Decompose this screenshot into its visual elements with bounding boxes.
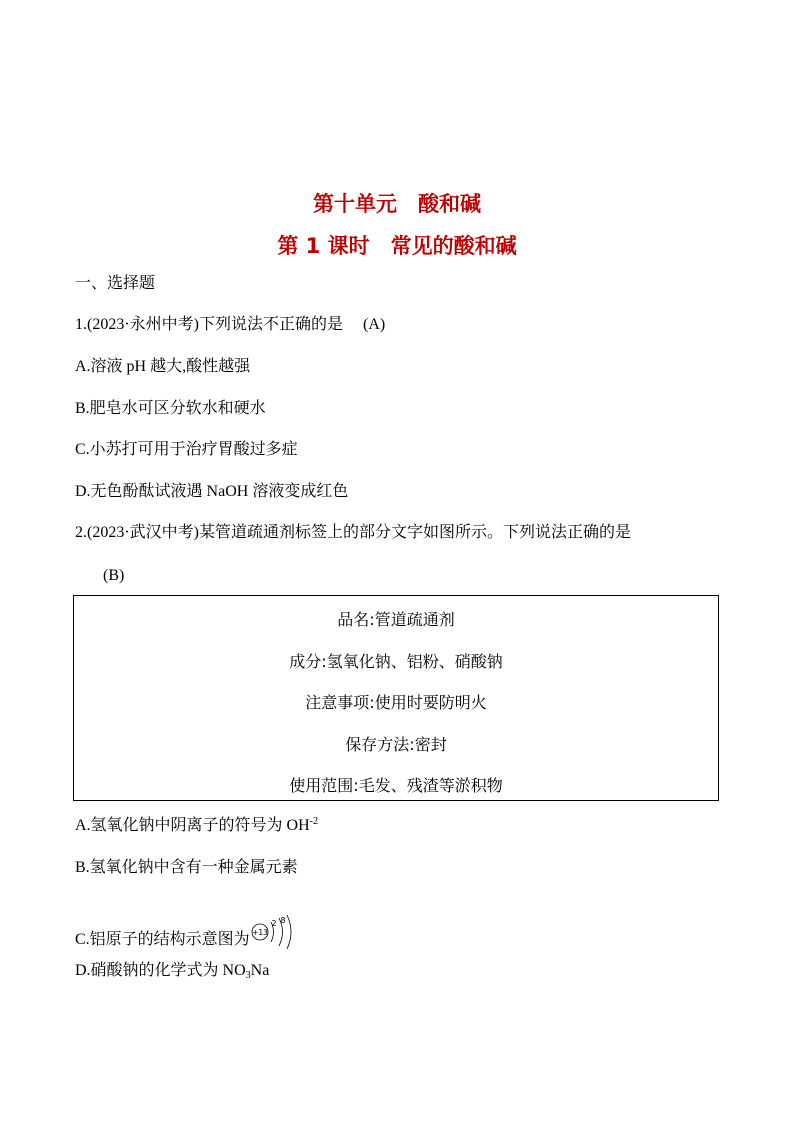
label-ingredients: 成分:氢氧化钠、铝粉、硝酸钠 bbox=[289, 652, 503, 671]
option-d-tail: Na bbox=[250, 962, 270, 979]
question-1-option-a: A.溶液 pH 越大,酸性越强 bbox=[75, 358, 251, 375]
label-usage-scope: 使用范围:毛发、残渣等淤积物 bbox=[289, 776, 503, 795]
aluminum-atom-structure-diagram bbox=[250, 914, 296, 950]
option-a-text: A.氢氧化钠中阴离子的符号为 OH bbox=[75, 817, 310, 834]
question-1-option-b: B.肥皂水可区分软水和硬水 bbox=[75, 400, 266, 417]
atom-shell-2-count: 8 bbox=[280, 916, 286, 925]
label-precautions: 注意事项:使用时要防明火 bbox=[305, 693, 487, 712]
option-c-text: C.铝原子的结构示意图为 bbox=[75, 931, 250, 948]
question-2-option-b: B.氢氧化钠中含有一种金属元素 bbox=[75, 859, 298, 876]
option-d-subscript: 3 bbox=[245, 970, 251, 981]
question-2-stem: 2.(2023·武汉中考)某管道疏通剂标签上的部分文字如图所示。下列说法正确的是 bbox=[75, 524, 631, 541]
atom-nucleus-label: +13 bbox=[251, 928, 268, 937]
question-1-stem: 1.(2023·永州中考)下列说法不正确的是 (A) bbox=[75, 316, 386, 333]
label-storage: 保存方法:密封 bbox=[345, 735, 447, 754]
question-2-option-c bbox=[75, 914, 296, 951]
question-2-answer: (B) bbox=[103, 567, 125, 584]
option-a-charge: -2 bbox=[309, 816, 319, 827]
unit-title: 第十单元 酸和碱 bbox=[313, 192, 481, 216]
section-label: 一、选择题 bbox=[75, 275, 156, 292]
question-1-option-d: D.无色酚酞试液遇 NaOH 溶液变成红色 bbox=[75, 483, 349, 500]
lesson-title: 第 1 课时 常见的酸和碱 bbox=[277, 234, 517, 258]
atom-shell-1-count: 2 bbox=[271, 919, 277, 928]
question-1-option-c: C.小苏打可用于治疗胃酸过多症 bbox=[75, 441, 298, 458]
question-2-option-d bbox=[75, 960, 269, 982]
option-d-text: D.硝酸钠的化学式为 NO bbox=[75, 962, 246, 979]
label-product-name: 品名:管道疏通剂 bbox=[337, 610, 455, 629]
product-label-box bbox=[73, 595, 719, 801]
question-2-option-a bbox=[75, 815, 318, 837]
